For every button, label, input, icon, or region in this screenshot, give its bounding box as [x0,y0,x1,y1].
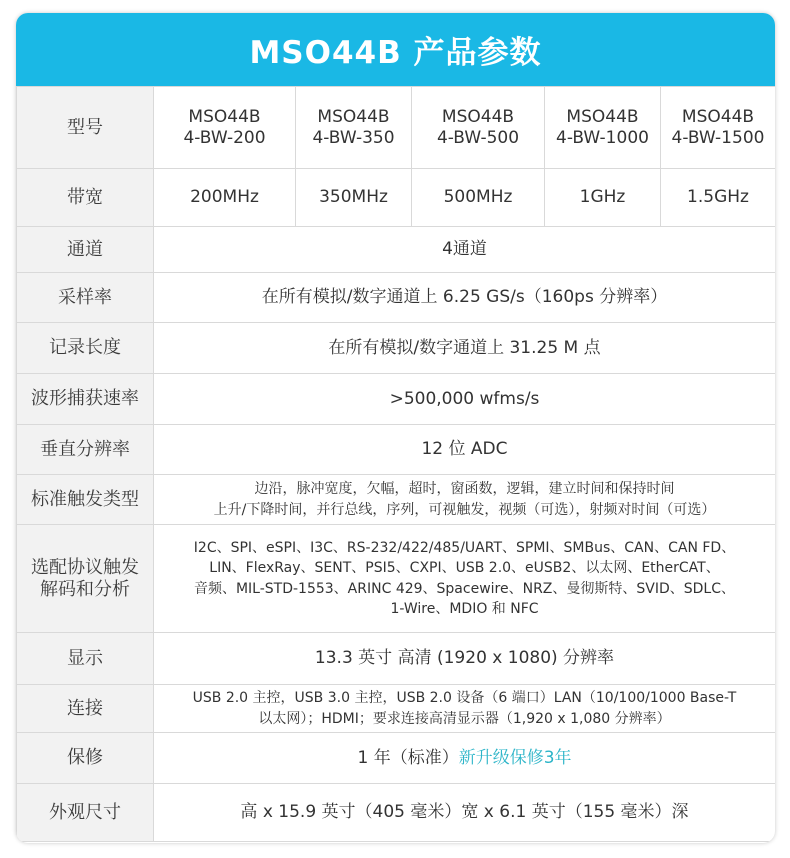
row-bandwidth [17,169,776,227]
row-label-bandwidth: 带宽 [17,169,154,227]
row-label-protocols [17,525,154,633]
page-title: MSO44B 产品参数 [249,35,542,71]
model-name: MSO44B [317,106,390,127]
bandwidth-value: 350MHz [296,169,412,227]
row-display [17,633,776,685]
trigger-types-line: 上升/下降时间，并行总线，序列，可视触发，视频（可选），射频对时间（可选） [213,501,716,518]
model-cell [296,87,412,169]
model-variant: 4-BW-200 [183,127,266,148]
model-cell [545,87,661,169]
connectivity-line: 以太网）；HDMI；要求连接高清显示器（1,920 x 1,080 分辨率） [258,710,671,727]
protocols-label-line: 选配协议触发 [31,556,139,578]
channels-value: 4通道 [154,227,776,273]
protocols-label-line: 解码和分析 [40,578,130,600]
model-name: MSO44B [188,106,261,127]
spec-card [16,13,775,843]
bandwidth-value: 500MHz [412,169,545,227]
row-warranty [17,733,776,784]
waveform-rate-value: >500,000 wfms/s [154,374,776,425]
row-waveform-rate [17,374,776,425]
model-name: MSO44B [681,106,755,127]
model-variant: 4-BW-500 [436,127,520,148]
model-name: MSO44B [441,106,515,127]
row-label-dimensions: 外观尺寸 [17,784,154,842]
connectivity-value [154,685,776,733]
dimensions-value: 高 x 15.9 英寸（405 毫米）宽 x 6.1 英寸（155 毫米）深 [154,784,776,842]
row-label-trigger-types: 标准触发类型 [17,475,154,525]
model-variant: 4-BW-1500 [671,127,765,148]
row-record-length [17,323,776,374]
trigger-types-line: 边沿，脉冲宽度，欠幅，超时，窗函数，逻辑，建立时间和保持时间 [254,481,675,498]
bandwidth-value: 1.5GHz [661,169,776,227]
row-sample-rate [17,273,776,323]
row-label-connectivity: 连接 [17,685,154,733]
sample-rate-value: 在所有模拟/数字通道上 6.25 GS/s（160ps 分辨率） [154,273,776,323]
record-length-value: 在所有模拟/数字通道上 31.25 M 点 [154,323,776,374]
row-trigger-types [17,475,776,525]
warranty-value [154,733,776,784]
row-label-channels: 通道 [17,227,154,273]
row-protocols [17,525,776,633]
display-value: 13.3 英寸 高清 (1920 x 1080) 分辨率 [154,633,776,685]
model-name: MSO44B [566,106,639,127]
row-label-display: 显示 [17,633,154,685]
row-model [17,87,776,169]
model-variant: 4-BW-350 [312,127,395,148]
model-cell [154,87,296,169]
row-label-sample-rate: 采样率 [17,273,154,323]
protocols-line: LIN、FlexRay、SENT、PSI5、CXPI、USB 2.0、eUSB2、以太网、EtherCAT、 [209,560,720,577]
row-vertical-resolution [17,425,776,475]
model-cell [661,87,776,169]
warranty-standard: 1 年（标准） [357,747,459,768]
protocols-line: I2C、SPI、eSPI、I3C、RS-232/422/485/UART、SPMI、SMBus、CAN、CAN FD、 [193,539,736,556]
row-connectivity [17,685,776,733]
row-label-warranty: 保修 [17,733,154,784]
protocols-line: 1-Wire、MDIO 和 NFC [390,600,539,617]
model-variant: 4-BW-1000 [556,127,649,148]
trigger-types-value [154,475,776,525]
row-label-record-length: 记录长度 [17,323,154,374]
row-label-vertical-resolution: 垂直分辨率 [17,425,154,475]
vertical-resolution-value: 12 位 ADC [154,425,776,475]
spec-table [16,86,775,842]
warranty-upgrade: 新升级保修3年 [458,747,572,768]
protocols-line: 音频、MIL-STD-1553、ARINC 429、Spacewire、NRZ、曼彻斯特、SVID、SDLC、 [193,580,736,597]
connectivity-line: USB 2.0 主控，USB 3.0 主控，USB 2.0 设备（6 端口）LAN（10/100/1000 Base-T [192,690,737,707]
header-bar [16,13,775,86]
row-channels [17,227,776,273]
row-label-waveform-rate: 波形捕获速率 [17,374,154,425]
bandwidth-value: 1GHz [545,169,661,227]
bandwidth-value: 200MHz [154,169,296,227]
model-cell [412,87,545,169]
row-label-model: 型号 [17,87,154,169]
row-dimensions [17,784,776,842]
protocols-value [154,525,776,633]
